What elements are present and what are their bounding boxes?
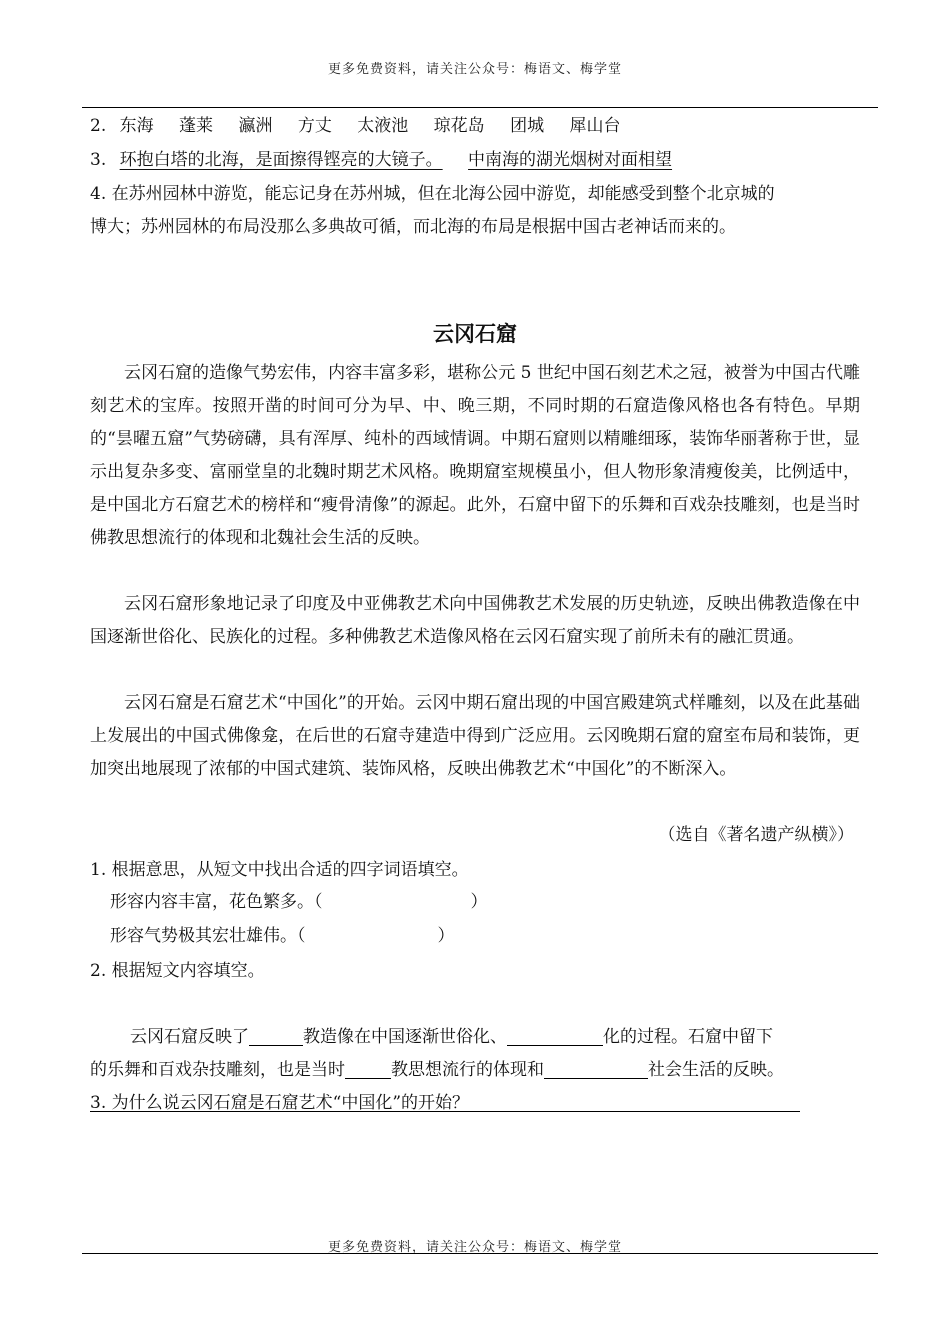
answer-2-item: 瀛洲	[238, 116, 273, 136]
answer-3	[90, 144, 672, 177]
answer-2-item: 太液池	[357, 116, 409, 136]
answer-4-line1: 4. 在苏州园林中游览，能忘记身在苏州城，但在北海公园中游览，却能感受到整个北京城的	[90, 184, 775, 204]
question-2-text: 云冈石窟反映了	[130, 1027, 249, 1047]
answer-2-item: 团城	[510, 116, 545, 136]
fill-blank-3[interactable]	[345, 1058, 391, 1079]
answer-4-line2: 博大；苏州园林的布局没那么多典故可循，而北海的布局是根据中国古老神话而来的。	[90, 217, 736, 237]
question-1b-text: 形容气势极其宏壮雄伟。（	[110, 926, 306, 946]
question-2-line1	[130, 1021, 773, 1054]
question-1b-close: ）	[437, 926, 455, 946]
question-1a-close: ）	[470, 892, 488, 912]
article-title: 云冈石窟	[433, 322, 517, 346]
article-paragraph-3: 云冈石窟是石窟艺术“中国化”的开始。云冈中期石窟出现的中国宫殿建筑式样雕刻，以及在此基础上发展出的中国式佛像龛，在后世的石窟寺建造中得到广泛应用。云冈晚期石窟的窟室布局和装饰，更加突出地展现了浓郁的中国式建筑、装饰风格，反映出佛教艺术“中国化”的不断深入。	[90, 693, 860, 779]
header-rule	[82, 107, 878, 108]
question-1a	[110, 886, 488, 919]
article-paragraph-2: 云冈石窟形象地记录了印度及中亚佛教艺术向中国佛教艺术发展的历史轨迹，反映出佛教造像在中国逐渐世俗化、民族化的过程。多种佛教艺术造像风格在云冈石窟实现了前所未有的融汇贯通。	[90, 594, 860, 647]
answer-3-number: 3.	[90, 150, 107, 170]
answer-2	[90, 110, 620, 143]
question-1: 1. 根据意思，从短文中找出合适的四字词语填空。	[90, 860, 469, 880]
question-2-text: 的乐舞和百戏杂技雕刻，也是当时	[90, 1060, 345, 1080]
article-paragraph-1: 云冈石窟的造像气势宏伟，内容丰富多彩，堪称公元 5 世纪中国石刻艺术之冠，被誉为中国古代雕刻艺术的宝库。按照开凿的时间可分为早、中、晚三期，不同时期的石窟造像风格也各有特色。早期的“昙曜五窟”气势磅礴，具有浑厚、纯朴的西域情调。中期石窟则以精雕细琢，装饰华丽著称于世，显示出复杂多变、富丽堂皇的北魏时期艺术风格。晚期窟室规模虽小，但人物形象清瘦俊美，比例适中，是中国北方石窟艺术的榜样和“瘦骨清像”的源起。此外，石窟中留下的乐舞和百戏杂技雕刻，也是当时佛教思想流行的体现和北魏社会生活的反映。	[90, 363, 860, 548]
fill-blank-1[interactable]	[249, 1025, 303, 1046]
answer-3-part1: 环抱白塔的北海，是面擦得铿亮的大镜子。	[119, 150, 443, 170]
question-2-text: 化的过程。石窟中留下	[603, 1027, 773, 1047]
question-2: 2. 根据短文内容填空。	[90, 961, 265, 981]
fill-blank-2[interactable]	[507, 1025, 603, 1046]
answer-3-part2: 中南海的湖光烟树对面相望	[468, 150, 673, 170]
question-2-text: 社会生活的反映。	[648, 1060, 784, 1080]
answer-2-item: 蓬莱	[179, 116, 214, 136]
answer-2-number: 2.	[90, 116, 107, 136]
question-2-text: 教造像在中国逐渐世俗化、	[303, 1027, 507, 1047]
answer-2-item: 东海	[119, 116, 154, 136]
page-footer: 更多免费资料，请关注公众号：梅语文、梅学堂	[327, 1240, 622, 1255]
footer-rule	[82, 1253, 878, 1254]
page-header: 更多免费资料，请关注公众号：梅语文、梅学堂	[327, 62, 622, 77]
question-1b	[110, 920, 455, 953]
question-1a-text: 形容内容丰富，花色繁多。（	[110, 892, 323, 912]
answer-2-item: 琼花岛	[433, 116, 485, 136]
question-2-line2	[90, 1054, 784, 1087]
answer-line[interactable]	[90, 1111, 800, 1112]
fill-blank-4[interactable]	[544, 1058, 648, 1079]
question-2-text: 教思想流行的体现和	[391, 1060, 544, 1080]
question-3: 3. 为什么说云冈石窟是石窟艺术“中国化”的开始？	[90, 1093, 470, 1113]
article-source: （选自《著名遗产纵横》）	[658, 825, 854, 845]
answer-2-item: 方丈	[297, 116, 332, 136]
answer-2-item: 犀山台	[569, 116, 621, 136]
